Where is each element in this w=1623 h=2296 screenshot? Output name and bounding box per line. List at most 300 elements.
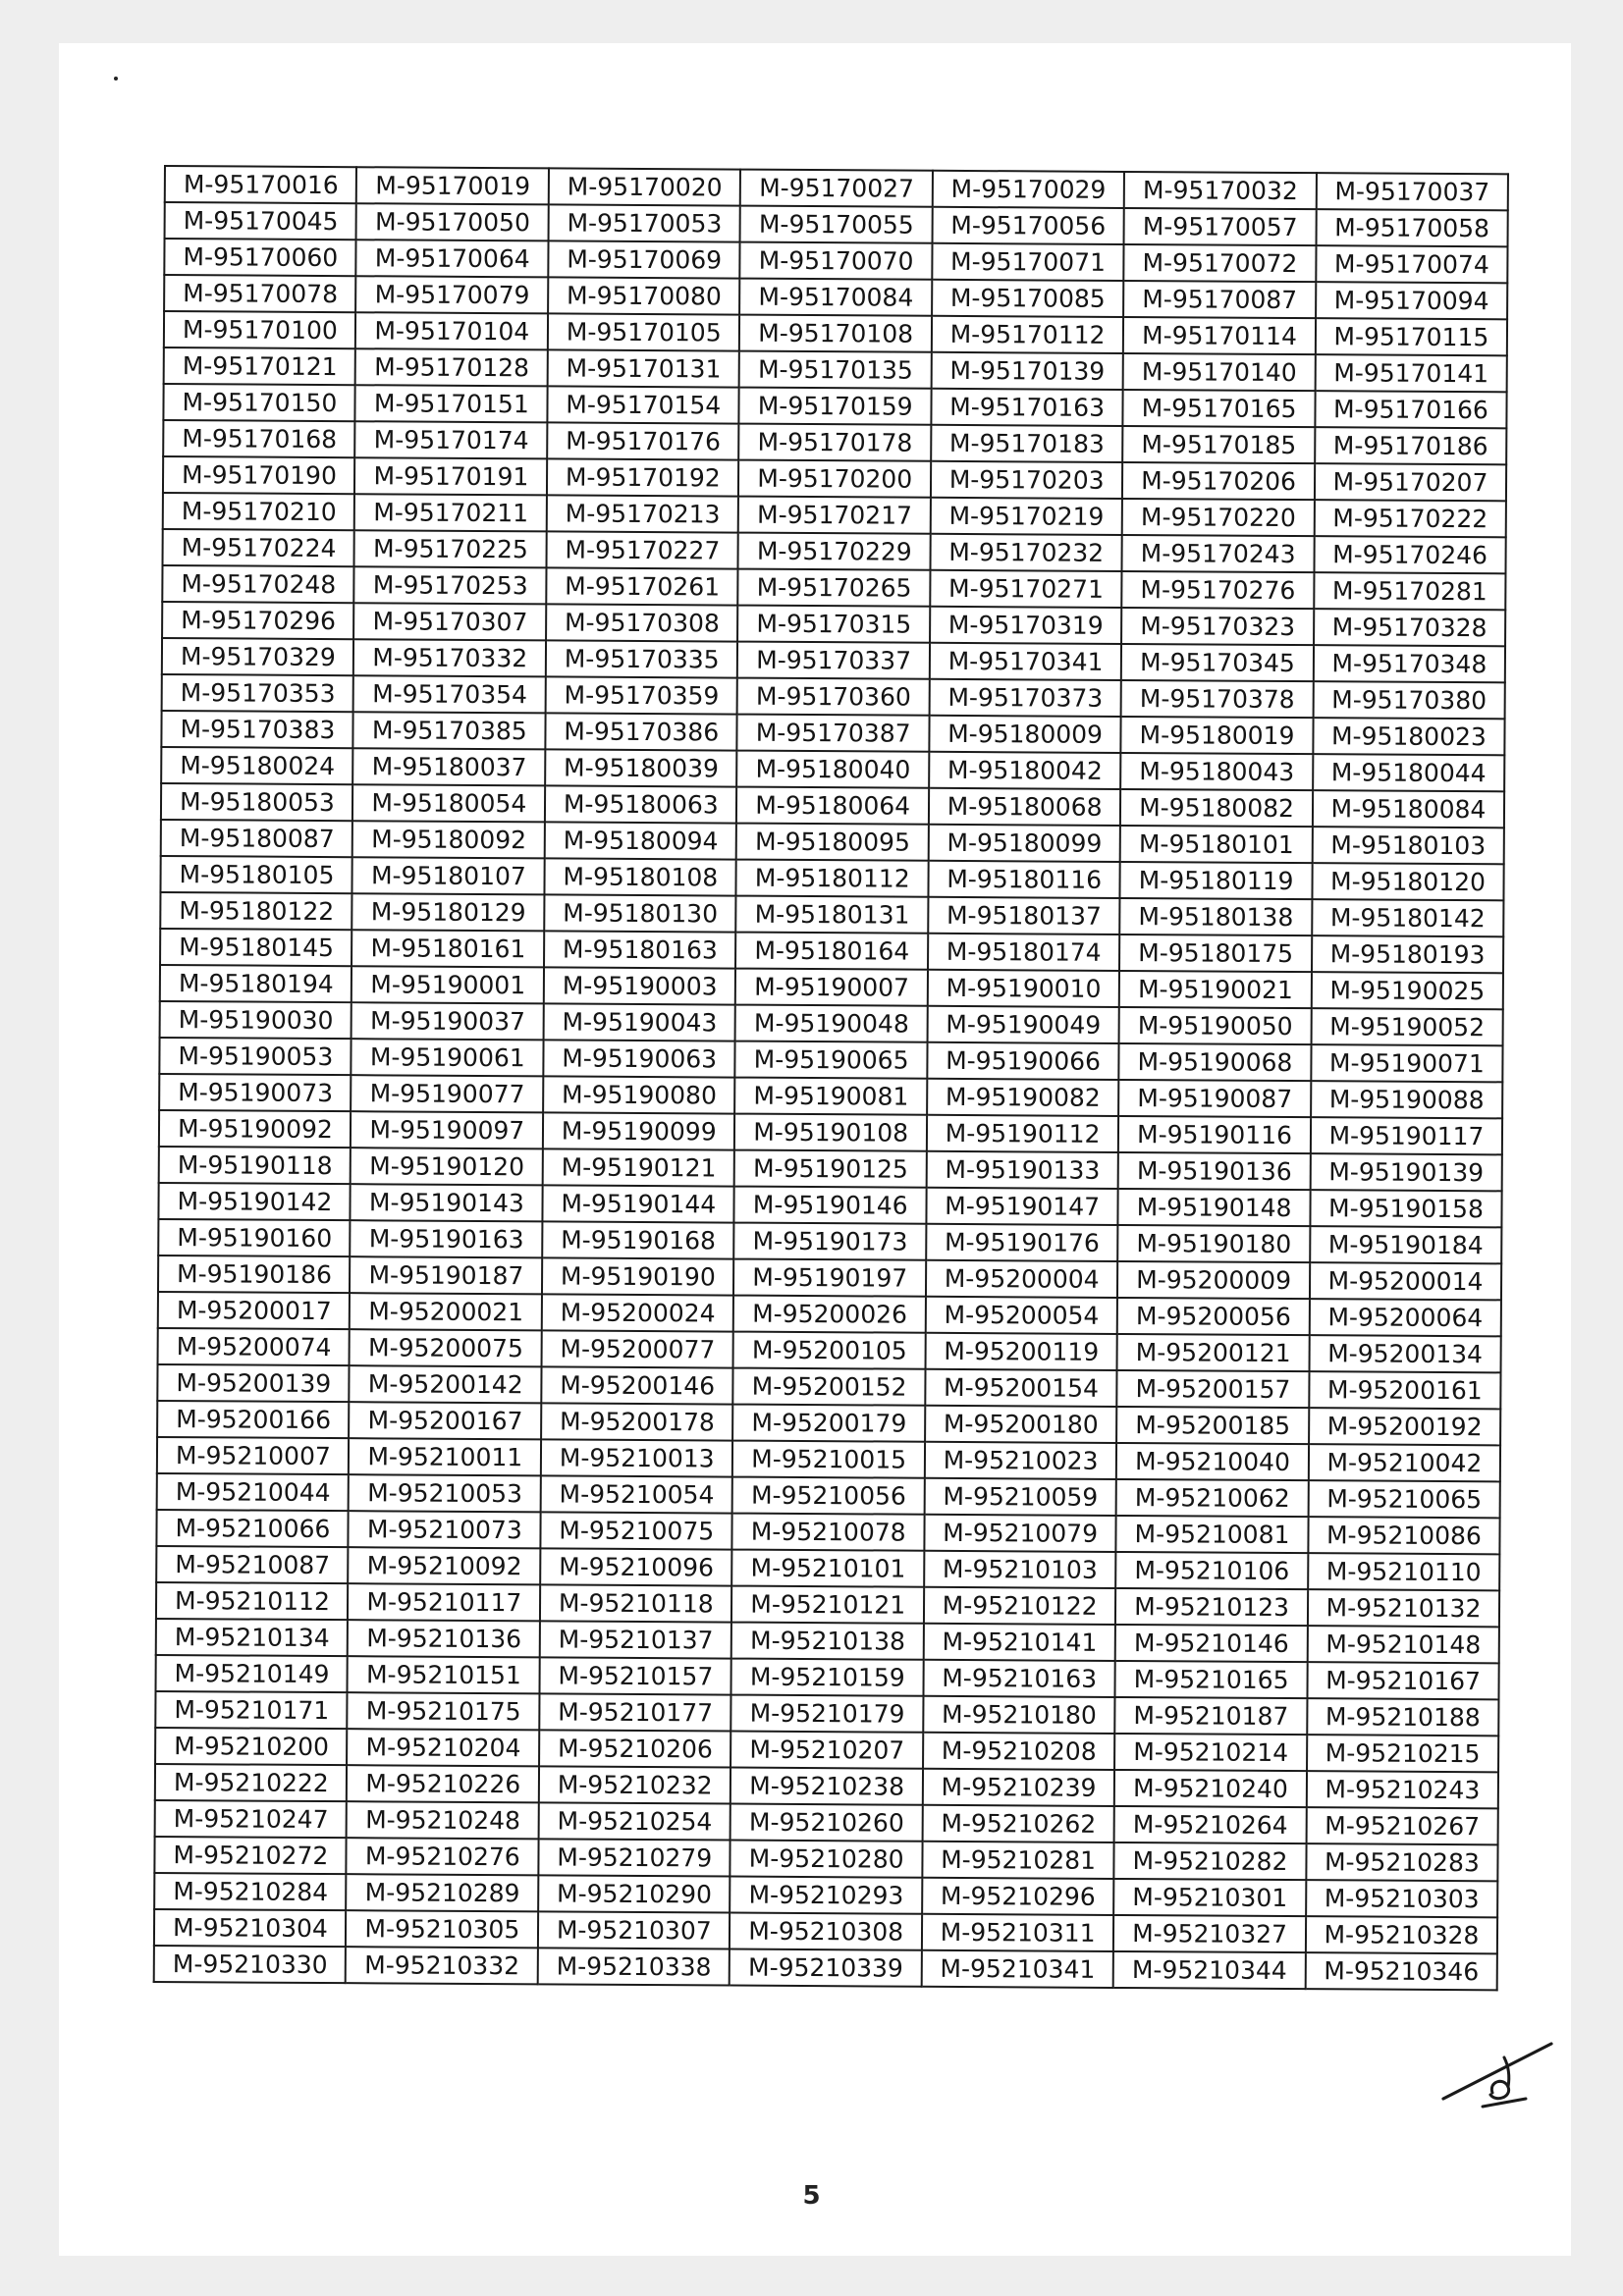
registration-number-cell: M-95210280 <box>730 1841 923 1878</box>
registration-number-cell: M-95210137 <box>540 1621 732 1658</box>
registration-number-cell: M-95170281 <box>1314 572 1506 610</box>
registration-number-cell: M-95200054 <box>925 1297 1117 1334</box>
registration-number-cell: M-95180129 <box>352 893 545 931</box>
registration-number-cell: M-95200075 <box>350 1329 542 1366</box>
registration-number-cell: M-95210157 <box>539 1657 731 1694</box>
registration-number-cell: M-95200161 <box>1309 1371 1501 1409</box>
registration-number-cell: M-95170387 <box>737 715 930 752</box>
registration-number-cell: M-95210296 <box>922 1878 1114 1915</box>
registration-number-cell: M-95170348 <box>1313 645 1505 682</box>
registration-number-cell: M-95210056 <box>732 1477 925 1515</box>
registration-number-cell: M-95190163 <box>351 1220 543 1257</box>
registration-number-cell: M-95210293 <box>730 1877 922 1914</box>
registration-number-cell: M-95210146 <box>1115 1625 1308 1662</box>
registration-number-cell: M-95200077 <box>541 1330 733 1367</box>
registration-number-cell: M-95170319 <box>930 607 1122 644</box>
registration-number-cell: M-95170192 <box>547 458 739 496</box>
registration-number-cell: M-95170060 <box>164 239 356 276</box>
registration-number-cell: M-95170203 <box>931 461 1123 499</box>
registration-number-cell: M-95200180 <box>925 1406 1117 1443</box>
registration-number-cell: M-95190061 <box>352 1039 544 1076</box>
registration-number-cell: M-95170069 <box>548 240 740 278</box>
registration-number-cell: M-95170232 <box>930 534 1122 571</box>
registration-number-cell: M-95170329 <box>162 638 354 675</box>
registration-number-cell: M-95180103 <box>1312 827 1504 864</box>
registration-number-cell: M-95180040 <box>736 751 929 788</box>
registration-number-cell: M-95180099 <box>928 825 1120 862</box>
registration-number-cell: M-95210214 <box>1114 1734 1307 1771</box>
registration-number-cell: M-95210121 <box>731 1586 924 1624</box>
registration-number-cell: M-95200004 <box>926 1260 1118 1298</box>
registration-number-cell: M-95180137 <box>928 897 1120 934</box>
registration-number-cell: M-95210110 <box>1308 1553 1500 1590</box>
registration-number-cell: M-95170345 <box>1121 644 1314 681</box>
registration-number-cell: M-95170276 <box>1121 571 1314 609</box>
registration-number-cell: M-95190168 <box>542 1221 734 1258</box>
registration-number-cell: M-95190043 <box>543 1003 735 1041</box>
registration-number-cell: M-95210136 <box>348 1620 540 1657</box>
registration-number-cell: M-95190143 <box>351 1184 543 1221</box>
registration-number-cell: M-95170207 <box>1314 463 1506 501</box>
registration-number-cell: M-95190146 <box>734 1187 927 1224</box>
registration-number-cell: M-95190021 <box>1119 971 1312 1008</box>
registration-number-cell: M-95190065 <box>735 1041 928 1079</box>
registration-number-cell: M-95190081 <box>734 1078 927 1115</box>
registration-number-cell: M-95170253 <box>354 566 547 604</box>
registration-number-cell: M-95190180 <box>1117 1225 1310 1262</box>
registration-number-cell: M-95170058 <box>1316 209 1508 246</box>
registration-number-cell: M-95170213 <box>547 495 739 532</box>
registration-number-cell: M-95190092 <box>159 1110 352 1148</box>
registration-number-cell: M-95170163 <box>931 389 1123 426</box>
registration-number-cell: M-95170341 <box>930 643 1122 680</box>
registration-number-cell: M-95210254 <box>538 1802 730 1840</box>
registration-number-cell: M-95200179 <box>732 1405 925 1442</box>
registration-number-cell: M-95210180 <box>923 1696 1115 1734</box>
registration-number-cell: M-95190066 <box>927 1042 1119 1080</box>
registration-number-cell: M-95210132 <box>1307 1589 1499 1627</box>
registration-number-cell: M-95210344 <box>1113 1951 1306 1989</box>
registration-number-cell: M-95200167 <box>350 1402 542 1439</box>
registration-number-cell: M-95190037 <box>352 1002 544 1040</box>
registration-number-cell: M-95210118 <box>540 1584 732 1622</box>
registration-number-cell: M-95170019 <box>356 167 549 204</box>
registration-number-cell: M-95210330 <box>154 1946 347 1983</box>
registration-number-cell: M-95170168 <box>163 420 355 457</box>
registration-number-cell: M-95190148 <box>1118 1189 1311 1226</box>
registration-number-cell: M-95200142 <box>350 1365 542 1403</box>
registration-number-cell: M-95210304 <box>154 1909 347 1947</box>
registration-number-cell: M-95210054 <box>540 1475 732 1513</box>
registration-number-cell: M-95180087 <box>161 820 353 857</box>
registration-number-cell: M-95170016 <box>165 166 357 203</box>
registration-number-cell: M-95210081 <box>1115 1516 1308 1553</box>
registration-number-cell: M-95210165 <box>1115 1661 1308 1698</box>
registration-number-cell: M-95180174 <box>928 934 1120 971</box>
registration-number-cell: M-95200192 <box>1309 1408 1501 1445</box>
registration-number-cell: M-95180082 <box>1120 789 1313 827</box>
registration-number-cell: M-95210096 <box>540 1548 732 1585</box>
registration-number-cell: M-95170308 <box>546 604 738 641</box>
registration-number-cell: M-95200134 <box>1309 1335 1501 1372</box>
registration-number-cell: M-95170385 <box>353 712 546 749</box>
registration-number-cell: M-95170296 <box>162 602 354 639</box>
registration-number-cell: M-95170087 <box>1123 281 1316 318</box>
registration-number-cell: M-95170323 <box>1121 608 1314 645</box>
registration-number-cell: M-95170307 <box>353 603 546 640</box>
registration-number-cell: M-95180120 <box>1312 863 1504 900</box>
registration-number-cell: M-95180054 <box>352 784 545 822</box>
registration-number-cell: M-95210053 <box>349 1474 541 1512</box>
registration-number-cell: M-95170141 <box>1315 354 1507 392</box>
registration-number-cell: M-95180101 <box>1120 826 1313 863</box>
registration-number-cell: M-95180009 <box>929 716 1121 753</box>
registration-number-cell: M-95210215 <box>1307 1735 1499 1772</box>
registration-number-cell: M-95200064 <box>1309 1299 1501 1336</box>
registration-number-cell: M-95170191 <box>354 457 547 495</box>
registration-number-cell: M-95170128 <box>355 348 548 386</box>
registration-number-cell: M-95210040 <box>1116 1443 1309 1480</box>
registration-number-cell: M-95210023 <box>925 1442 1117 1479</box>
registration-number-cell: M-95170383 <box>161 711 353 748</box>
registration-number-cell: M-95180024 <box>161 747 353 784</box>
registration-number-cell: M-95170261 <box>546 567 738 605</box>
registration-number-table <box>153 165 1509 1991</box>
registration-number-cell: M-95200105 <box>733 1332 926 1369</box>
registration-number-cell: M-95210272 <box>154 1837 347 1874</box>
registration-number-cell: M-95170211 <box>354 494 547 531</box>
registration-number-cell: M-95210307 <box>538 1911 730 1949</box>
registration-number-cell: M-95190053 <box>159 1038 352 1075</box>
registration-number-cell: M-95170222 <box>1314 500 1506 537</box>
registration-number-cell: M-95180145 <box>160 929 352 966</box>
registration-number-cell: M-95210282 <box>1113 1842 1306 1880</box>
registration-number-cell: M-95180116 <box>928 861 1120 898</box>
registration-number-cell: M-95200026 <box>733 1296 926 1333</box>
registration-number-cell: M-95180175 <box>1119 934 1312 972</box>
registration-number-cell: M-95190139 <box>1310 1153 1502 1191</box>
registration-number-cell: M-95170380 <box>1313 681 1505 719</box>
registration-number-cell: M-95170032 <box>1124 172 1317 209</box>
registration-number-cell: M-95200166 <box>157 1401 350 1438</box>
registration-number-cell: M-95210240 <box>1114 1770 1307 1807</box>
registration-number-cell: M-95200024 <box>542 1294 734 1331</box>
registration-number-cell: M-95190052 <box>1311 1008 1503 1045</box>
registration-number-cell: M-95170121 <box>164 347 356 385</box>
registration-number-cell: M-95210187 <box>1114 1697 1307 1735</box>
registration-number-cell: M-95180094 <box>545 822 737 859</box>
registration-number-cell: M-95190147 <box>926 1188 1118 1225</box>
registration-number-cell: M-95180019 <box>1120 717 1313 754</box>
registration-number-cell: M-95170378 <box>1121 680 1314 718</box>
registration-number-cell: M-95200119 <box>925 1333 1117 1370</box>
registration-number-cell: M-95210123 <box>1115 1588 1308 1626</box>
registration-number-cell: M-95210175 <box>348 1692 540 1730</box>
registration-number-cell: M-95170186 <box>1315 427 1507 464</box>
registration-number-cell: M-95210308 <box>730 1913 922 1950</box>
registration-number-cell: M-95190186 <box>158 1255 351 1293</box>
registration-number-cell: M-95170056 <box>932 207 1124 244</box>
registration-number-cell: M-95190136 <box>1118 1152 1311 1190</box>
registration-number-cell: M-95210311 <box>922 1914 1114 1951</box>
registration-number-cell: M-95170335 <box>546 640 738 677</box>
registration-number-cell: M-95210243 <box>1306 1771 1498 1808</box>
registration-number-cell: M-95170131 <box>547 349 739 387</box>
registration-number-cell: M-95190099 <box>543 1112 735 1149</box>
registration-number-cell: M-95170183 <box>931 425 1123 462</box>
registration-number-cell: M-95190117 <box>1310 1117 1502 1154</box>
registration-number-cell: M-95170271 <box>930 570 1122 608</box>
registration-number-cell: M-95210232 <box>539 1766 731 1803</box>
registration-number-cell: M-95170154 <box>547 386 739 423</box>
registration-number-cell: M-95180039 <box>545 749 737 786</box>
registration-number-cell: M-95210262 <box>922 1805 1114 1842</box>
registration-number-cell: M-95210327 <box>1113 1915 1306 1952</box>
registration-number-cell: M-95170219 <box>930 498 1122 535</box>
registration-number-cell: M-95170373 <box>929 679 1121 717</box>
registration-number-cell: M-95210267 <box>1306 1807 1498 1844</box>
registration-number-cell: M-95210281 <box>922 1842 1114 1879</box>
registration-number-cell: M-95170139 <box>931 352 1123 390</box>
registration-number-cell: M-95190048 <box>735 1005 928 1042</box>
registration-number-cell: M-95210011 <box>349 1438 541 1475</box>
registration-number-cell: M-95170078 <box>164 275 356 312</box>
registration-number-cell: M-95180053 <box>161 783 353 821</box>
registration-number-cell: M-95170166 <box>1315 391 1507 428</box>
registration-number-cell: M-95210283 <box>1306 1843 1498 1881</box>
signature-mark <box>1435 2022 1553 2120</box>
registration-number-cell: M-95210079 <box>924 1515 1116 1552</box>
registration-number-cell: M-95200178 <box>541 1403 733 1440</box>
registration-number-cell: M-95170045 <box>165 202 357 240</box>
registration-number-cell: M-95210159 <box>731 1659 924 1696</box>
registration-number-cell: M-95210305 <box>346 1910 538 1948</box>
registration-number-cell: M-95170220 <box>1122 499 1315 536</box>
registration-number-cell: M-95210260 <box>730 1804 923 1842</box>
registration-number-cell: M-95210341 <box>921 1950 1113 1988</box>
registration-number-cell: M-95190003 <box>544 967 736 1004</box>
registration-number-cell: M-95170386 <box>545 713 737 750</box>
registration-number-cell: M-95210226 <box>347 1765 539 1802</box>
registration-number-cell: M-95200185 <box>1116 1407 1309 1444</box>
registration-number-cell: M-95210015 <box>732 1441 925 1478</box>
registration-number-cell: M-95210200 <box>155 1728 348 1765</box>
registration-number-cell: M-95210087 <box>156 1546 349 1583</box>
registration-number-cell: M-95180138 <box>1119 898 1312 935</box>
registration-number-cell: M-95210086 <box>1308 1517 1500 1554</box>
registration-number-cell: M-95170112 <box>932 316 1124 353</box>
registration-number-cell: M-95190197 <box>733 1259 926 1297</box>
registration-number-cell: M-95210301 <box>1113 1879 1306 1916</box>
registration-number-cell: M-95210179 <box>731 1695 924 1733</box>
registration-number-cell: M-95210264 <box>1114 1806 1307 1843</box>
registration-number-cell: M-95200056 <box>1117 1298 1310 1335</box>
registration-number-cell: M-95210073 <box>349 1511 541 1548</box>
registration-number-cell: M-95210279 <box>538 1839 730 1876</box>
registration-number-cell: M-95190001 <box>352 966 544 1003</box>
registration-number-cell: M-95170084 <box>739 279 932 316</box>
registration-number-cell: M-95170027 <box>740 170 933 207</box>
registration-number-cell: M-95170206 <box>1122 462 1315 500</box>
registration-number-cell: M-95170227 <box>546 531 738 568</box>
registration-number-cell: M-95190063 <box>543 1040 735 1077</box>
registration-number-cell: M-95190158 <box>1310 1190 1502 1227</box>
registration-number-cell: M-95180092 <box>352 821 545 858</box>
registration-number-cell: M-95170140 <box>1123 353 1316 391</box>
registration-number-cell: M-95180095 <box>736 824 929 861</box>
registration-number-cell: M-95210248 <box>347 1801 539 1839</box>
registration-number-cell: M-95190025 <box>1311 972 1503 1009</box>
registration-number-cell: M-95210101 <box>731 1550 924 1587</box>
scan-speck <box>114 77 118 80</box>
registration-number-cell: M-95210177 <box>539 1693 731 1731</box>
registration-number-cell: M-95200009 <box>1117 1261 1310 1299</box>
registration-number-cell: M-95210206 <box>539 1730 731 1767</box>
registration-number-cell: M-95170174 <box>355 421 548 458</box>
registration-number-cell: M-95170070 <box>740 242 933 280</box>
registration-number-cell: M-95170337 <box>737 642 930 679</box>
registration-number-cell: M-95190077 <box>352 1075 544 1112</box>
registration-number-cell: M-95190050 <box>1119 1007 1312 1044</box>
registration-number-cell: M-95190118 <box>159 1147 352 1184</box>
registration-number-cell: M-95180064 <box>736 787 929 825</box>
registration-number-cell: M-95190007 <box>735 969 928 1006</box>
registration-number-cell: M-95170071 <box>932 243 1124 281</box>
registration-number-cell: M-95190187 <box>350 1256 542 1294</box>
registration-number-cell: M-95170114 <box>1123 317 1316 354</box>
registration-number-cell: M-95210141 <box>923 1624 1115 1661</box>
registration-number-cell: M-95190173 <box>733 1223 926 1260</box>
registration-number-cell: M-95210078 <box>732 1514 925 1551</box>
registration-number-cell: M-95170064 <box>356 240 549 277</box>
registration-number-cell: M-95170020 <box>549 168 741 205</box>
registration-number-cell: M-95180023 <box>1313 718 1505 755</box>
page-number: 5 <box>802 2181 821 2211</box>
registration-number-cell: M-95170108 <box>739 315 932 352</box>
registration-number-cell: M-95210066 <box>156 1510 349 1547</box>
registration-number-cell: M-95190144 <box>542 1185 734 1222</box>
registration-number-cell: M-95210339 <box>730 1949 922 1987</box>
registration-number-cell: M-95210338 <box>538 1948 730 1985</box>
registration-number-cell: M-95210332 <box>346 1947 538 1984</box>
registration-number-cell: M-95210044 <box>157 1473 350 1511</box>
registration-number-cell: M-95210059 <box>924 1478 1116 1516</box>
registration-number-cell: M-95170055 <box>740 206 933 243</box>
registration-number-cell: M-95210284 <box>154 1873 347 1910</box>
registration-number-cell: M-95180142 <box>1312 899 1504 936</box>
registration-number-cell: M-95170225 <box>354 530 547 567</box>
registration-number-cell: M-95200152 <box>733 1368 926 1406</box>
registration-number-cell: M-95170165 <box>1123 390 1316 427</box>
registration-number-cell: M-95210207 <box>730 1732 923 1769</box>
registration-number-cell: M-95190125 <box>734 1150 927 1188</box>
registration-number-cell: M-95210222 <box>155 1764 348 1801</box>
registration-number-cell: M-95180131 <box>736 896 929 934</box>
registration-number-cell: M-95210303 <box>1306 1880 1498 1917</box>
registration-number-cell: M-95210151 <box>348 1656 540 1693</box>
registration-number-cell: M-95170332 <box>353 639 546 676</box>
registration-number-cell: M-95190082 <box>927 1079 1119 1116</box>
registration-number-cell: M-95180164 <box>735 933 928 970</box>
registration-number-cell: M-95180043 <box>1120 753 1313 790</box>
registration-number-cell: M-95170224 <box>163 529 355 566</box>
registration-number-cell: M-95170037 <box>1316 173 1508 210</box>
registration-number-cell: M-95190071 <box>1311 1044 1503 1082</box>
registration-number-cell: M-95170050 <box>356 203 549 240</box>
registration-number-cell: M-95170229 <box>738 533 931 570</box>
registration-number-cell: M-95210103 <box>924 1551 1116 1588</box>
registration-number-cell: M-95200121 <box>1117 1334 1310 1371</box>
registration-number-cell: M-95210204 <box>347 1729 539 1766</box>
registration-number-cell: M-95170248 <box>162 565 354 603</box>
registration-number-cell: M-95210171 <box>155 1691 348 1729</box>
registration-number-cell: M-95210092 <box>349 1547 541 1584</box>
registration-number-cell: M-95170200 <box>738 460 931 498</box>
registration-number-cell: M-95180063 <box>545 785 737 823</box>
registration-number-cell: M-95180112 <box>736 860 929 897</box>
registration-number-cell: M-95210075 <box>540 1512 732 1549</box>
registration-number-cell: M-95210239 <box>922 1769 1114 1806</box>
registration-number-cell: M-95170217 <box>738 497 931 534</box>
registration-number-cell: M-95170053 <box>548 204 740 241</box>
registration-number-cell: M-95170246 <box>1314 536 1506 573</box>
registration-number-cell: M-95170210 <box>163 493 355 530</box>
registration-number-cell: M-95210346 <box>1305 1952 1497 1990</box>
registration-number-cell: M-95190190 <box>542 1257 734 1295</box>
registration-number-cell: M-95180193 <box>1312 935 1504 973</box>
registration-number-cell: M-95210112 <box>156 1582 349 1620</box>
registration-number-cell: M-95170354 <box>353 675 546 713</box>
registration-number-cell: M-95180163 <box>544 931 736 968</box>
registration-number-cell: M-95180105 <box>160 856 352 893</box>
registration-number-cell: M-95190120 <box>351 1148 543 1185</box>
registration-number-cell: M-95210238 <box>730 1768 923 1805</box>
registration-number-cell: M-95170360 <box>737 678 930 716</box>
registration-number-cell: M-95210328 <box>1305 1916 1497 1953</box>
registration-number-cell: M-95210163 <box>923 1660 1115 1697</box>
registration-number-cell: M-95210276 <box>347 1838 539 1875</box>
registration-number-cell: M-95190088 <box>1311 1081 1503 1118</box>
registration-number-cell: M-95180194 <box>160 965 352 1002</box>
registration-number-cell: M-95180161 <box>352 930 544 967</box>
registration-number-cell: M-95200146 <box>541 1366 733 1404</box>
registration-number-cell: M-95170315 <box>737 606 930 643</box>
registration-number-cell: M-95170115 <box>1315 318 1507 355</box>
registration-number-cell: M-95170072 <box>1123 244 1316 282</box>
registration-number-cell: M-95210167 <box>1307 1662 1499 1699</box>
registration-number-cell: M-95210148 <box>1307 1626 1499 1663</box>
registration-number-cell: M-95170328 <box>1314 609 1506 646</box>
registration-number-cell: M-95180042 <box>929 752 1121 789</box>
registration-number-cell: M-95210247 <box>155 1800 348 1838</box>
registration-number-cell: M-95170079 <box>356 276 549 313</box>
registration-number-cell: M-95190108 <box>734 1114 927 1151</box>
registration-number-cell: M-95180108 <box>544 858 736 895</box>
registration-number-cell: M-95190030 <box>160 1001 352 1039</box>
registration-number-cell: M-95170150 <box>163 384 355 421</box>
registration-number-cell: M-95200014 <box>1309 1262 1501 1300</box>
registration-number-cell: M-95210065 <box>1308 1480 1500 1518</box>
registration-number-cell: M-95210062 <box>1116 1479 1309 1517</box>
registration-number-cell: M-95170100 <box>164 311 356 348</box>
registration-number-cell: M-95200017 <box>158 1292 351 1329</box>
registration-number-cell: M-95170094 <box>1316 282 1508 319</box>
registration-number-cell: M-95170074 <box>1316 245 1508 283</box>
registration-number-cell: M-95200139 <box>157 1364 350 1402</box>
registration-number-cell: M-95210122 <box>924 1587 1116 1625</box>
registration-number-cell: M-95190160 <box>158 1219 351 1256</box>
registration-number-cell: M-95170185 <box>1122 426 1315 463</box>
